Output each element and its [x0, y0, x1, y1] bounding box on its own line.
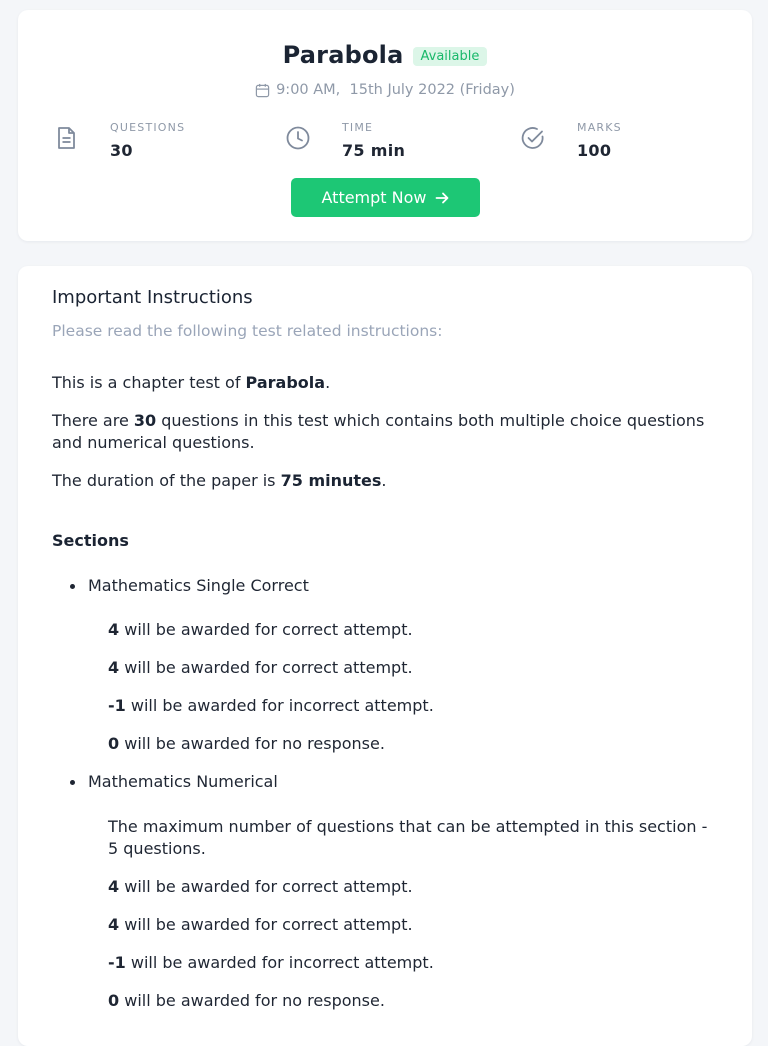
- stat-label: TIME: [342, 121, 374, 134]
- test-summary-card: [18, 10, 752, 241]
- instructions-title: Important Instructions: [52, 287, 253, 308]
- section-item: Mathematics Numerical: [88, 772, 278, 791]
- section-item: Mathematics Single Correct: [88, 576, 309, 595]
- stat-value: 30: [110, 141, 133, 160]
- instructions-card: [18, 266, 752, 1046]
- test-title: Parabola: [282, 41, 404, 69]
- marking-rule: -1 will be awarded for incorrect attempt.: [108, 696, 434, 715]
- clock-icon: [284, 124, 312, 152]
- arrow-right-icon: [435, 191, 450, 205]
- title-row: [18, 41, 752, 69]
- marking-rule: 0 will be awarded for no response.: [108, 991, 385, 1010]
- document-icon: [52, 124, 80, 152]
- status-badge: Available: [413, 47, 488, 66]
- section-note: The maximum number of questions that can be attempted in this section - 5 questions.: [108, 817, 708, 858]
- marking-rule: 4 will be awarded for correct attempt.: [108, 620, 413, 639]
- stat-questions: [52, 119, 185, 160]
- stat-value: 75 min: [342, 141, 406, 160]
- test-datetime: [18, 82, 752, 98]
- question-count-paragraph: There are 30 questions in this test which contains both multiple choice questions and numerical questions.: [52, 411, 705, 452]
- stat-time: [284, 119, 405, 160]
- stat-label: MARKS: [577, 121, 622, 134]
- datetime-text: 9:00 AM, 15th July 2022 (Friday): [276, 82, 515, 98]
- attempt-now-label: Attempt Now: [321, 188, 427, 207]
- marking-rule: 4 will be awarded for correct attempt.: [108, 877, 413, 896]
- instructions-subtitle: Please read the following test related instructions:: [52, 322, 443, 340]
- check-circle-icon: [519, 124, 547, 152]
- marking-rule: -1 will be awarded for incorrect attempt.: [108, 953, 434, 972]
- intro-paragraph: This is a chapter test of Parabola.: [52, 373, 331, 392]
- marking-rule: 4 will be awarded for correct attempt.: [108, 658, 413, 677]
- marking-rule: 4 will be awarded for correct attempt.: [108, 915, 413, 934]
- sections-heading: Sections: [52, 531, 129, 550]
- stat-label: QUESTIONS: [110, 121, 186, 134]
- stat-value: 100: [577, 141, 612, 160]
- stat-marks: [519, 119, 622, 160]
- attempt-now-button[interactable]: [291, 178, 480, 217]
- marking-rule: 0 will be awarded for no response.: [108, 734, 385, 753]
- duration-paragraph: The duration of the paper is 75 minutes.: [52, 471, 387, 490]
- calendar-icon: [255, 83, 270, 98]
